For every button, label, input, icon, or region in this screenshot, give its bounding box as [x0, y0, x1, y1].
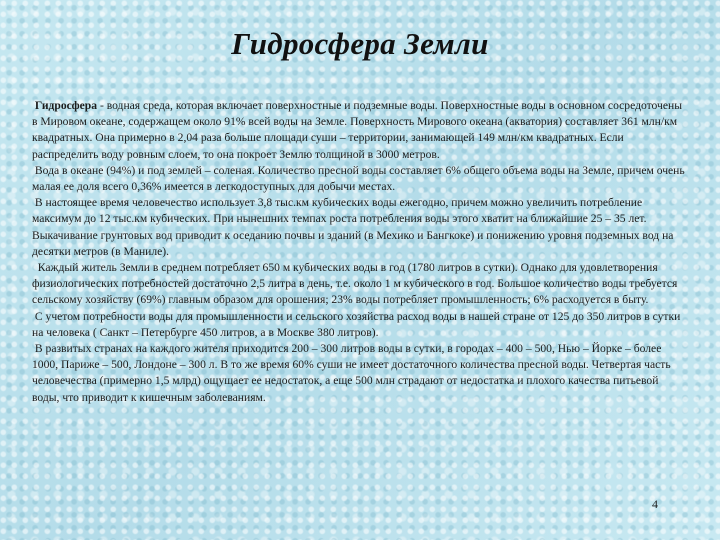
paragraph-water-usage	[32, 195, 688, 260]
paragraph-text: В настоящее время человечество использует 3,8 тыс.км кубических воды ежегодно, причем можно увеличить потребление максимум до 12 тыс.км кубических. При нынешних темпах роста потребления воды этого хватит на ближайшие 25 – 35 лет. Выкачивание грунтовых вод приводит к оседанию почвы и зданий (в Мехико и Бангкоке) и понижению уровня подземных вод на десятки метров (в Маниле).	[32, 196, 674, 258]
paragraph-hydrosphere-definition	[32, 98, 688, 163]
paragraph-country-consumption	[32, 309, 688, 341]
paragraph-per-capita-consumption	[32, 260, 688, 309]
paragraph-text: В развитых странах на каждого жителя приходится 200 – 300 литров воды в сутки, в городах – 400 – 500, Нью – Йорке – более 1000, Париже – 500, Лондоне – 300 л. В то же время 60% суши не имеет достаточного количества пресной воды. Четвертая часть человечества (примерно 1,5 млрд) ощущает ее недостаток, а еще 500 млн страдают от недостатка и плохого качества питьевой воды, что приводит к кишечным заболеваниям.	[32, 342, 671, 404]
paragraph-text: - водная среда, которая включает поверхностные и подземные воды. Поверхностные воды в основном сосредоточены в Мировом океане, содержащем около 91% всей воды на Земле. Поверхность Мирового океана (акватория) составляет 361 млн/км квадратных. Она примерно в 2,04 раза больше площади суши – территории, занимающей 149 млн/км квадратных. Если распределить воду ровным слоем, то она покроет Землю толщиной в 3000 метров.	[32, 99, 683, 161]
paragraph-text: Вода в океане (94%) и под землей – соленая. Количество пресной воды составляет 6% общего объема воды на Земле, причем очень малая ее доля всего 0,36% имеется в легкодоступных для добычи местах.	[32, 163, 685, 194]
paragraph-text: Каждый житель Земли в среднем потребляет 650 м кубических воды в год (1780 литров в сутки). Однако для удовлетворения физиологических потребностей достаточно 2,5 литра в день, т.е. около 1 м кубического в год. Большое количество воды требуется сельскому хозяйству (69%) главным образом для орошения; 23% воды потребляет промышленность; 6% расходуется в быту.	[32, 261, 678, 307]
paragraph-salt-fresh-water	[32, 163, 688, 195]
paragraph-developed-countries	[32, 341, 688, 406]
page-number: 4	[652, 497, 658, 511]
slide-title: Гидросфера Земли	[231, 26, 489, 61]
term-hydrosphere: Гидросфера	[34, 99, 98, 112]
paragraph-text: С учетом потребности воды для промышленности и сельского хозяйства расход воды в нашей стране от 125 до 350 литров в сутки на человека ( Санкт – Петербурге 450 литров, а в Москве 380 литров).	[32, 309, 681, 339]
slide-body-text	[32, 98, 688, 406]
